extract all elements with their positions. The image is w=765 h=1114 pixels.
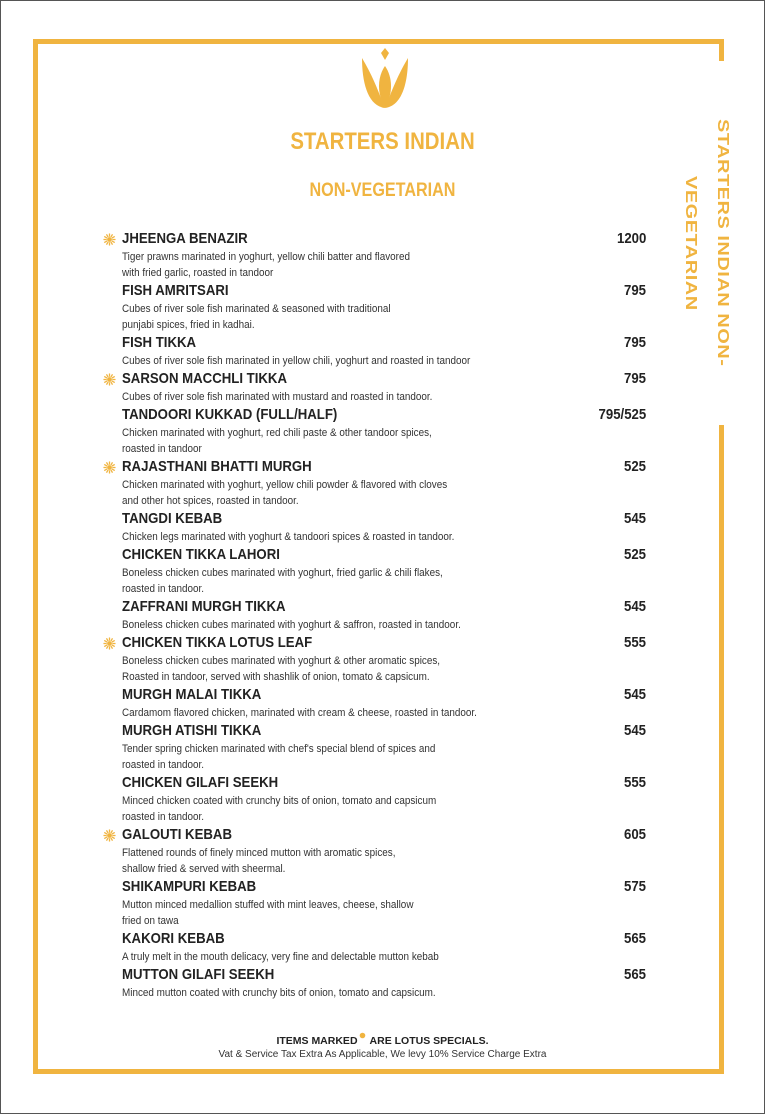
- menu-item-name: CHICKEN TIKKA LAHORI: [122, 546, 280, 563]
- menu-item-header: [103, 825, 648, 845]
- menu-item-header: [103, 369, 648, 389]
- menu-item-price: 795: [623, 334, 646, 351]
- menu-item-description: A truly melt in the mouth delicacy, very fine and delectable mutton kebab: [122, 951, 439, 963]
- menu-item: [103, 545, 648, 597]
- menu-item-name: SHIKAMPURI KEBAB: [122, 878, 257, 895]
- frame-right-segment-top: [719, 39, 724, 61]
- menu-item-header: [103, 509, 648, 529]
- menu-item-description: Chicken legs marinated with yoghurt & tandoori spices & roasted in tandoor.: [122, 531, 455, 543]
- lotus-special-icon: [103, 233, 116, 246]
- menu-list: [103, 229, 648, 1001]
- menu-item-description: Cubes of river sole fish marinated with mustard and roasted in tandoor.: [122, 391, 433, 403]
- menu-item-description: Cubes of river sole fish marinated & seasoned with traditional punjabi spices, fried in kadhai.: [122, 303, 391, 331]
- menu-item-name: MUTTON GILAFI SEEKH: [122, 966, 275, 983]
- menu-item-header: [103, 965, 648, 985]
- menu-item-name: CHICKEN TIKKA LOTUS LEAF: [122, 634, 313, 651]
- menu-item-description: Chicken marinated with yoghurt, red chili paste & other tandoor spices, roasted in tandoor: [122, 427, 432, 455]
- menu-item-price: 565: [623, 930, 646, 947]
- menu-item-price: 795: [623, 370, 646, 387]
- menu-item-description: Boneless chicken cubes marinated with yoghurt & other aromatic spices, Roasted in tandoor, served with shashlik of onion, tomato & capsicum.: [122, 655, 441, 683]
- specials-note-after: ARE LOTUS SPECIALS.: [369, 1035, 489, 1047]
- page-title: STARTERS INDIAN: [290, 128, 475, 155]
- lotus-special-icon: [103, 373, 116, 386]
- menu-item-name: JHEENGA BENAZIR: [122, 230, 248, 247]
- menu-item-price: 545: [623, 686, 646, 703]
- menu-item-price: 605: [623, 826, 646, 843]
- menu-item: [103, 457, 648, 509]
- menu-item-name: CHICKEN GILAFI SEEKH: [122, 774, 279, 791]
- menu-item-name: MURGH MALAI TIKKA: [122, 686, 262, 703]
- menu-item: [103, 965, 648, 1001]
- menu-item-header: [103, 721, 648, 741]
- menu-item: [103, 405, 648, 457]
- menu-item-description: Flattened rounds of finely minced mutton with aromatic spices, shallow fried & served with sheermal.: [122, 847, 396, 875]
- menu-item-description: Minced mutton coated with crunchy bits of onion, tomato and capsicum.: [122, 987, 436, 999]
- menu-item-header: [103, 773, 648, 793]
- menu-item-description: Minced chicken coated with crunchy bits of onion, tomato and capsicum roasted in tandoor.: [122, 795, 437, 823]
- menu-item-name: SARSON MACCHLI TIKKA: [122, 370, 287, 387]
- menu-item-price: 565: [623, 966, 646, 983]
- menu-item-price: 575: [623, 878, 646, 895]
- menu-item-price: 555: [623, 634, 646, 651]
- menu-item: [103, 721, 648, 773]
- menu-item: [103, 685, 648, 721]
- menu-item-price: 795/525: [598, 406, 646, 423]
- menu-item: [103, 633, 648, 685]
- lotus-special-icon: [359, 1032, 366, 1039]
- menu-item-description: Tender spring chicken marinated with chef's special blend of spices and roasted in tandoor.: [122, 743, 436, 771]
- specials-note: [100, 1032, 665, 1047]
- lotus-special-icon: [103, 461, 116, 474]
- menu-item: [103, 773, 648, 825]
- menu-item-name: ZAFFRANI MURGH TIKKA: [122, 598, 286, 615]
- lotus-logo-icon: [360, 48, 410, 110]
- menu-item-header: [103, 597, 648, 617]
- menu-item-description: Tiger prawns marinated in yoghurt, yellow chili batter and flavored with fried garlic, roasted in tandoor: [122, 251, 410, 279]
- section-subtitle: NON-VEGETARIAN: [309, 180, 456, 201]
- menu-item-header: [103, 545, 648, 565]
- menu-item: [103, 229, 648, 281]
- side-title: STARTERS INDIAN NON-VEGETARIAN: [682, 119, 732, 367]
- menu-item: [103, 929, 648, 965]
- menu-item-description: Cubes of river sole fish marinated in yellow chili, yoghurt and roasted in tandoor: [122, 355, 471, 367]
- menu-item-description: Chicken marinated with yoghurt, yellow chili powder & flavored with cloves and other hot spices, roasted in tandoor.: [122, 479, 448, 507]
- menu-item-header: [103, 633, 648, 653]
- menu-item-price: 555: [623, 774, 646, 791]
- menu-item: [103, 333, 648, 369]
- menu-item-header: [103, 281, 648, 301]
- menu-item-header: [103, 333, 648, 353]
- menu-item-price: 545: [623, 722, 646, 739]
- menu-item-description: Boneless chicken cubes marinated with yoghurt, fried garlic & chili flakes, roasted in tandoor.: [122, 567, 443, 595]
- menu-item-header: [103, 929, 648, 949]
- menu-item-header: [103, 685, 648, 705]
- lotus-special-icon: [103, 637, 116, 650]
- menu-item-price: 545: [623, 598, 646, 615]
- menu-item: [103, 597, 648, 633]
- menu-item-header: [103, 405, 648, 425]
- menu-item-name: FISH AMRITSARI: [122, 282, 229, 299]
- menu-item-name: TANDOORI KUKKAD (FULL/HALF): [122, 406, 338, 423]
- menu-item-price: 525: [623, 546, 646, 563]
- menu-item: [103, 281, 648, 333]
- menu-item-description: Mutton minced medallion stuffed with mint leaves, cheese, shallow fried on tawa: [122, 899, 414, 927]
- menu-item-description: Cardamom flavored chicken, marinated with cream & cheese, roasted in tandoor.: [122, 707, 477, 719]
- menu-item-name: RAJASTHANI BHATTI MURGH: [122, 458, 312, 475]
- lotus-special-icon: [103, 829, 116, 842]
- menu-item-name: TANGDI KEBAB: [122, 510, 223, 527]
- menu-item-name: KAKORI KEBAB: [122, 930, 225, 947]
- menu-item-description: Boneless chicken cubes marinated with yoghurt & saffron, roasted in tandoor.: [122, 619, 461, 631]
- menu-item: [103, 877, 648, 929]
- tax-note: Vat & Service Tax Extra As Applicable, We levy 10% Service Charge Extra: [218, 1049, 547, 1060]
- menu-item-header: [103, 229, 648, 249]
- menu-item-price: 1200: [616, 230, 646, 247]
- menu-item-name: GALOUTI KEBAB: [122, 826, 232, 843]
- menu-item-price: 795: [623, 282, 646, 299]
- menu-item-header: [103, 877, 648, 897]
- menu-item: [103, 509, 648, 545]
- frame-right-segment-bottom: [719, 425, 724, 1074]
- specials-note-before: ITEMS MARKED: [276, 1035, 358, 1047]
- menu-item-price: 545: [623, 510, 646, 527]
- menu-item: [103, 369, 648, 405]
- menu-item-name: FISH TIKKA: [122, 334, 197, 351]
- menu-item-header: [103, 457, 648, 477]
- menu-item: [103, 825, 648, 877]
- menu-item-price: 525: [623, 458, 646, 475]
- menu-item-name: MURGH ATISHI TIKKA: [122, 722, 262, 739]
